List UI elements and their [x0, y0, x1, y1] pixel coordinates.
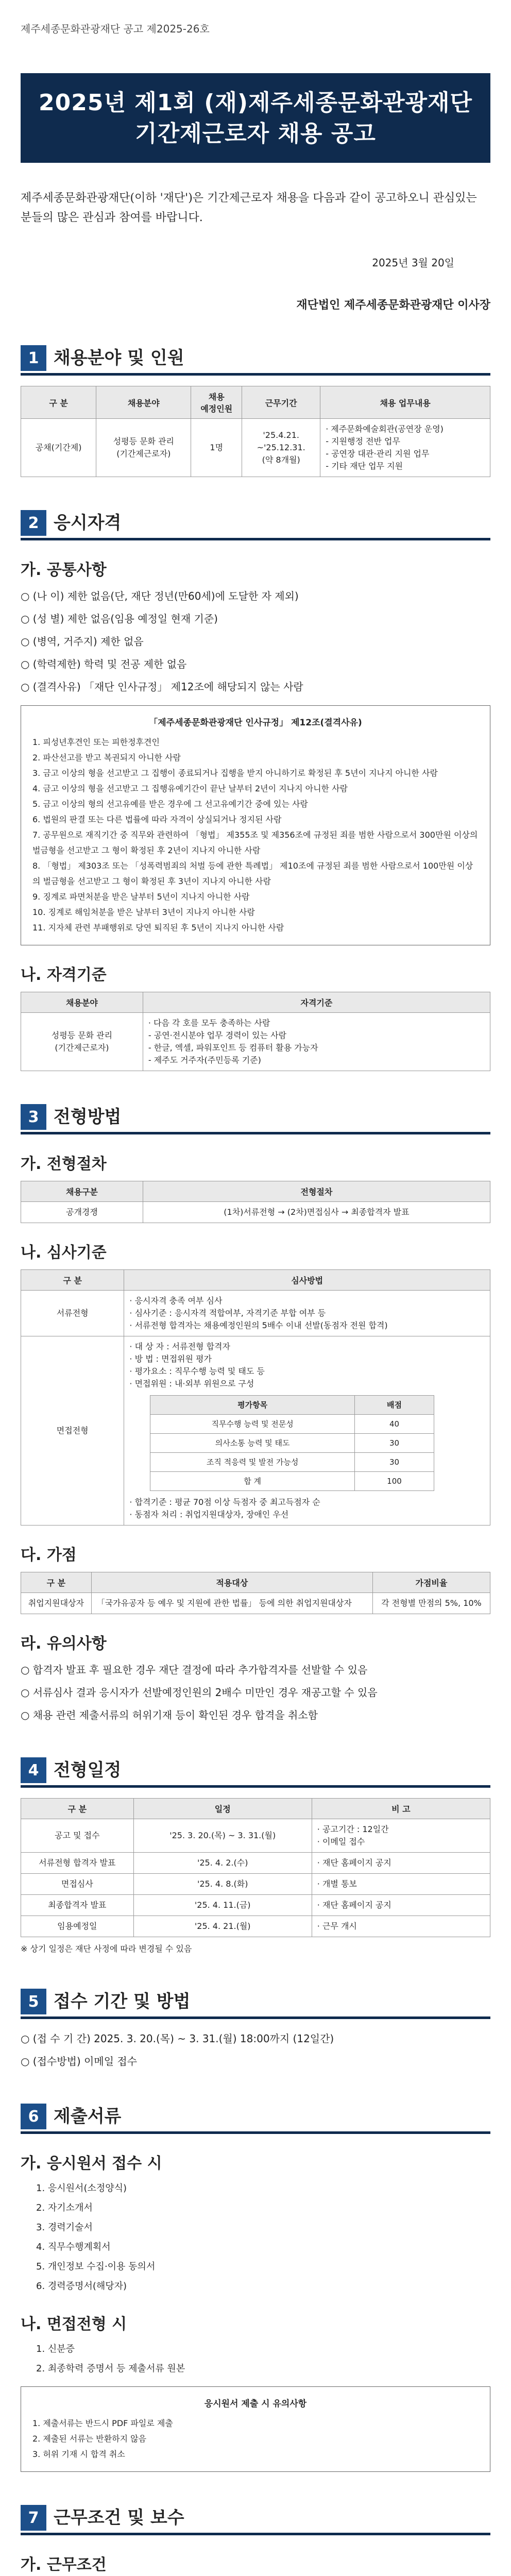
box-line: 6. 법원의 판결 또는 다른 법률에 따라 자격이 상실되거나 정지된 사람: [32, 815, 282, 824]
apply-period: ○ (접 수 기 간) 2025. 3. 20.(목) ~ 3. 31.(월) 18:00까지 (12일간): [21, 2032, 334, 2045]
table-header: 채용분야: [21, 992, 143, 1013]
qual-item: ○ (병역, 거주지) 제한 없음: [21, 635, 144, 648]
subsection-title: 나. 심사기준: [21, 1244, 107, 1262]
table-row: [21, 1336, 490, 1526]
table-cell: · 공고기간 : 12일간 · 이메일 접수: [312, 1819, 490, 1853]
box-line: 10. 징계로 해임처분을 받은 날부터 3년이 지나지 아니한 사람: [32, 907, 255, 917]
table-cell: 공채(기간제): [21, 419, 96, 477]
table-row: [21, 1593, 490, 1614]
box-title: 응시원서 제출 시 유의사항: [204, 2399, 307, 2409]
doc-item: 4. 직무수행계획서: [36, 2242, 111, 2252]
table-header: 평가항목: [150, 1396, 354, 1415]
table-cell: '25. 4. 21.(월): [133, 1916, 312, 1937]
table-cell: 30: [354, 1434, 434, 1453]
section-header-3: [21, 1102, 490, 1134]
table-header: 채용 업무내용: [320, 386, 490, 419]
qual-item: ○ (학력제한) 학력 및 전공 제한 없음: [21, 658, 187, 670]
table-cell: · 재단 홈페이지 공지: [312, 1853, 490, 1874]
table-header: 구 분: [21, 1799, 134, 1819]
subsection-title: 가. 전형절차: [21, 1155, 107, 1173]
table-header: 구 분: [21, 386, 96, 419]
bonus-table: [21, 1572, 490, 1614]
table-cell: 성평등 문화 관리 (기간제근로자): [96, 419, 191, 477]
box-line: 5. 금고 이상의 형의 선고유예를 받은 경우에 그 선고유예기간 중에 있는 사람: [32, 799, 308, 809]
doc-item: 1. 응시원서(소정양식): [36, 2183, 127, 2194]
note-item: ○ 서류심사 결과 응시자가 선발예정인원의 2배수 미만인 경우 재공고할 수 있음: [21, 1686, 378, 1699]
schedule-table: [21, 1798, 490, 1937]
procedure-table: [21, 1181, 490, 1223]
subsection-title: 라. 유의사항: [21, 1635, 107, 1653]
title-line-2: 기간제근로자 채용 공고: [135, 121, 376, 147]
table-cell: 면접심사: [21, 1874, 134, 1895]
table-row: [21, 1874, 490, 1895]
doc-item: 1. 신분증: [36, 2344, 75, 2354]
subsection-title: 가. 응시원서 접수 시: [21, 2155, 162, 2173]
criteria-table: [21, 992, 490, 1071]
section-number: 6: [21, 2104, 46, 2129]
table-cell: 직무수행 능력 및 전문성: [150, 1415, 354, 1434]
box-line: 1. 제출서류는 반드시 PDF 파일로 제출: [32, 2418, 173, 2428]
table-cell: 임용예정일: [21, 1916, 134, 1937]
note-item: ○ 채용 관련 제출서류의 허위기재 등이 확인된 경우 합격을 취소함: [21, 1709, 318, 1721]
notice-number: 제주세종문화관광재단 공고 제2025-26호: [21, 23, 210, 35]
box-line: 11. 지자체 관련 부패행위로 당연 퇴직된 후 5년이 지나지 아니한 사람: [32, 923, 284, 933]
doc-item: 5. 개인정보 수집·이용 동의서: [36, 2261, 156, 2272]
table-header: 자격기준: [143, 992, 490, 1013]
box-line: 2. 파산선고를 받고 복권되지 아니한 사람: [32, 753, 181, 762]
qual-item: ○ (결격사유) 「재단 인사규정」 제12조에 해당되지 않는 사람: [21, 681, 303, 693]
table-header: 구 분: [21, 1572, 92, 1593]
schedule-note: ※ 상기 일정은 재단 사정에 따라 변경될 수 있음: [21, 1944, 192, 1954]
section-title: 근무조건 및 보수: [54, 2507, 184, 2528]
docs-note-box: [21, 2386, 490, 2472]
box-line: 1. 피성년후견인 또는 피한정후견인: [32, 737, 160, 747]
issuer-name: 재단법인 제주세종문화관광재단 이사장: [296, 299, 490, 312]
table-cell: 각 전형별 만점의 5%, 10%: [372, 1593, 490, 1614]
box-line: 7. 공무원으로 재직기간 중 직무와 관련하여 「형법」 제355조 및 제356조에 규정된 죄를 범한 사람으로서 300만원 이상의 벌금형을 선고받고 그 형이 확정된 후 2년이 지나지 아니한 사람: [32, 830, 478, 855]
table-cell: 최종합격자 발표: [21, 1895, 134, 1916]
table-cell: 면접전형: [21, 1336, 124, 1526]
section-title: 응시자격: [54, 513, 122, 533]
table-cell: 1명: [191, 419, 242, 477]
table-cell: 조직 적응력 및 발전 가능성: [150, 1453, 354, 1472]
table-cell: · 제주문화예술회관(공연장 운영) - 지원행정 전반 업무 - 공연장 대관·관리 지원 업무 - 기타 재단 업무 지원: [320, 419, 490, 477]
table-row: [21, 1291, 490, 1336]
table-header: 채용 예정인원: [191, 386, 242, 419]
table-header: 비 고: [312, 1799, 490, 1819]
table-row: [21, 419, 490, 477]
interview-score-table: [150, 1395, 434, 1491]
section-number: 7: [21, 2505, 46, 2531]
section-title: 전형일정: [54, 1760, 122, 1781]
table-header: 일정: [133, 1799, 312, 1819]
subsection-title: 나. 자격기준: [21, 966, 107, 984]
table-cell: '25. 3. 20.(목) ~ 3. 31.(월): [133, 1819, 312, 1853]
section-header-1: [21, 343, 490, 376]
table-cell: · 근무 개시: [312, 1916, 490, 1937]
section-title: 제출서류: [54, 2106, 122, 2127]
table-row: [150, 1453, 434, 1472]
table-cell: 40: [354, 1415, 434, 1434]
table-cell: 합 계: [150, 1472, 354, 1491]
section-header-7: [21, 2503, 490, 2535]
section-number: 5: [21, 1989, 46, 2014]
table-cell: · 다음 각 호를 모두 충족하는 사람 - 공연·전시분야 업무 경력이 있는 사람 - 한글, 엑셀, 파워포인트 등 컴퓨터 활용 가능자 - 제주도 거주자(주민등록 기준): [143, 1013, 490, 1071]
table-cell: 공고 및 접수: [21, 1819, 134, 1853]
table-row: [21, 1853, 490, 1874]
table-cell: '25. 4. 2.(수): [133, 1853, 312, 1874]
interview-text: · 대 상 자 : 서류전형 합격자 · 방 법 : 면접위원 평가 · 평가요소 : 직무수행 능력 및 태도 등 · 면접위원 : 내·외부 위원으로 구성: [129, 1342, 265, 1388]
table-header: 배점: [354, 1396, 434, 1415]
table-cell: 서류전형 합격자 발표: [21, 1853, 134, 1874]
section-header-4: [21, 1755, 490, 1788]
box-title: 「제주세종문화관광재단 인사규정」 제12조(결격사유): [149, 718, 362, 728]
table-cell: 서류전형: [21, 1291, 124, 1336]
table-cell: · 응시자격 충족 여부 심사 · 심사기준 : 응시자격 적합여부, 자격기준 부합 여부 등 · 서류전형 합격자는 채용예정인원의 5배수 이내 선발(동점자 전원 합격): [124, 1291, 490, 1336]
table-cell: 「국가유공자 등 예우 및 지원에 관한 법률」 등에 의한 취업지원대상자: [91, 1593, 372, 1614]
section-header-5: [21, 1987, 490, 2019]
table-cell: '25.4.21. ~'25.12.31. (약 8개월): [242, 419, 320, 477]
table-row: [21, 1895, 490, 1916]
table-header: 심사방법: [124, 1270, 490, 1291]
table-cell: [124, 1336, 490, 1526]
box-line: 8. 「형법」 제303조 또는 「성폭력범죄의 처벌 등에 관한 특례법」 제10조에 규정된 죄를 범한 사람으로서 100만원 이상의 벌금형을 선고받고 그 형이 확정된 후 3년이 지나지 아니한 사람: [32, 861, 473, 886]
table-cell: · 개별 통보: [312, 1874, 490, 1895]
table-cell: 의사소통 능력 및 태도: [150, 1434, 354, 1453]
notice-date: 2025년 3월 20일: [372, 257, 454, 269]
qual-item: ○ (나 이) 제한 없음(단, 재단 정년(만60세)에 도달한 자 제외): [21, 590, 299, 602]
section-title: 전형방법: [54, 1107, 122, 1127]
intro-text: 제주세종문화관광재단(이하 '재단')은 기간제근로자 채용을 다음과 같이 공고하오니 관심있는 분들의 많은 관심과 참여를 바랍니다.: [21, 192, 477, 224]
section-header-6: [21, 2102, 490, 2134]
table-header: 전형절차: [143, 1181, 490, 1202]
interview-note: · 합격기준 : 평균 70점 이상 득점자 중 최고득점자 순 · 동점자 처리 : 취업지원대상자, 장애인 우선: [129, 1497, 320, 1519]
section-title: 접수 기간 및 방법: [54, 1991, 191, 2012]
table-header: 구 분: [21, 1270, 124, 1291]
qual-item: ○ (성 별) 제한 없음(임용 예정일 현재 기준): [21, 613, 218, 625]
section-number: 1: [21, 345, 46, 371]
table-row: [21, 1013, 490, 1071]
doc-item: 2. 최종학력 증명서 등 제출서류 원본: [36, 2363, 185, 2374]
note-item: ○ 합격자 발표 후 필요한 경우 재단 결정에 따라 추가합격자를 선발할 수 있음: [21, 1664, 368, 1676]
table-row: [21, 1202, 490, 1223]
title-banner: [21, 73, 490, 163]
subsection-title: 가. 공통사항: [21, 561, 107, 579]
section-number: 4: [21, 1757, 46, 1783]
table-row: [150, 1472, 434, 1491]
table-cell: 30: [354, 1453, 434, 1472]
table-cell: '25. 4. 8.(화): [133, 1874, 312, 1895]
section-number: 2: [21, 510, 46, 536]
box-line: 3. 금고 이상의 형을 선고받고 그 집행이 종료되거나 집행을 받지 아니하기로 확정된 후 5년이 지나지 아니한 사람: [32, 768, 438, 778]
table-cell: 공개경쟁: [21, 1202, 143, 1223]
box-line: 9. 징계로 파면처분을 받은 날부터 5년이 지나지 아니한 사람: [32, 892, 250, 902]
disqualification-box: [21, 705, 490, 945]
subsection-title: 다. 가점: [21, 1546, 77, 1564]
doc-item: 2. 자기소개서: [36, 2202, 93, 2213]
box-line: 2. 제출된 서류는 반환하지 않음: [32, 2434, 147, 2444]
subsection-title: 나. 면접전형 시: [21, 2315, 127, 2333]
section-header-2: [21, 508, 490, 540]
table-row: [150, 1415, 434, 1434]
table-row: [21, 1916, 490, 1937]
table-cell: · 재단 홈페이지 공지: [312, 1895, 490, 1916]
table-cell: 성평등 문화 관리 (기간제근로자): [21, 1013, 143, 1071]
screening-table: [21, 1269, 490, 1526]
doc-item: 6. 경력증명서(해당자): [36, 2281, 127, 2292]
apply-method: ○ (접수방법) 이메일 접수: [21, 2055, 138, 2067]
table-cell: 100: [354, 1472, 434, 1491]
table-cell: 취업지원대상자: [21, 1593, 92, 1614]
doc-item: 3. 경력기술서: [36, 2222, 93, 2233]
table-cell: '25. 4. 11.(금): [133, 1895, 312, 1916]
box-line: 4. 금고 이상의 형을 선고받고 그 집행유예기간이 끝난 날부터 2년이 지나지 아니한 사람: [32, 784, 348, 793]
table-cell: (1차)서류전형 → (2차)면접심사 → 최종합격자 발표: [143, 1202, 490, 1223]
subsection-title: 가. 근무조건: [21, 2556, 107, 2574]
title-line-1: 2025년 제1회 (재)제주세종문화관광재단: [39, 90, 472, 116]
table-header: 근무기간: [242, 386, 320, 419]
table-row: [21, 1819, 490, 1853]
table-header: 채용구분: [21, 1181, 143, 1202]
table-row: [150, 1434, 434, 1453]
table-header: 채용분야: [96, 386, 191, 419]
table-header: 적용대상: [91, 1572, 372, 1593]
recruit-table: [21, 386, 490, 477]
section-number: 3: [21, 1104, 46, 1130]
section-title: 채용분야 및 인원: [54, 348, 184, 368]
table-header: 가점비율: [372, 1572, 490, 1593]
box-line: 3. 허위 기재 시 합격 취소: [32, 2449, 125, 2459]
